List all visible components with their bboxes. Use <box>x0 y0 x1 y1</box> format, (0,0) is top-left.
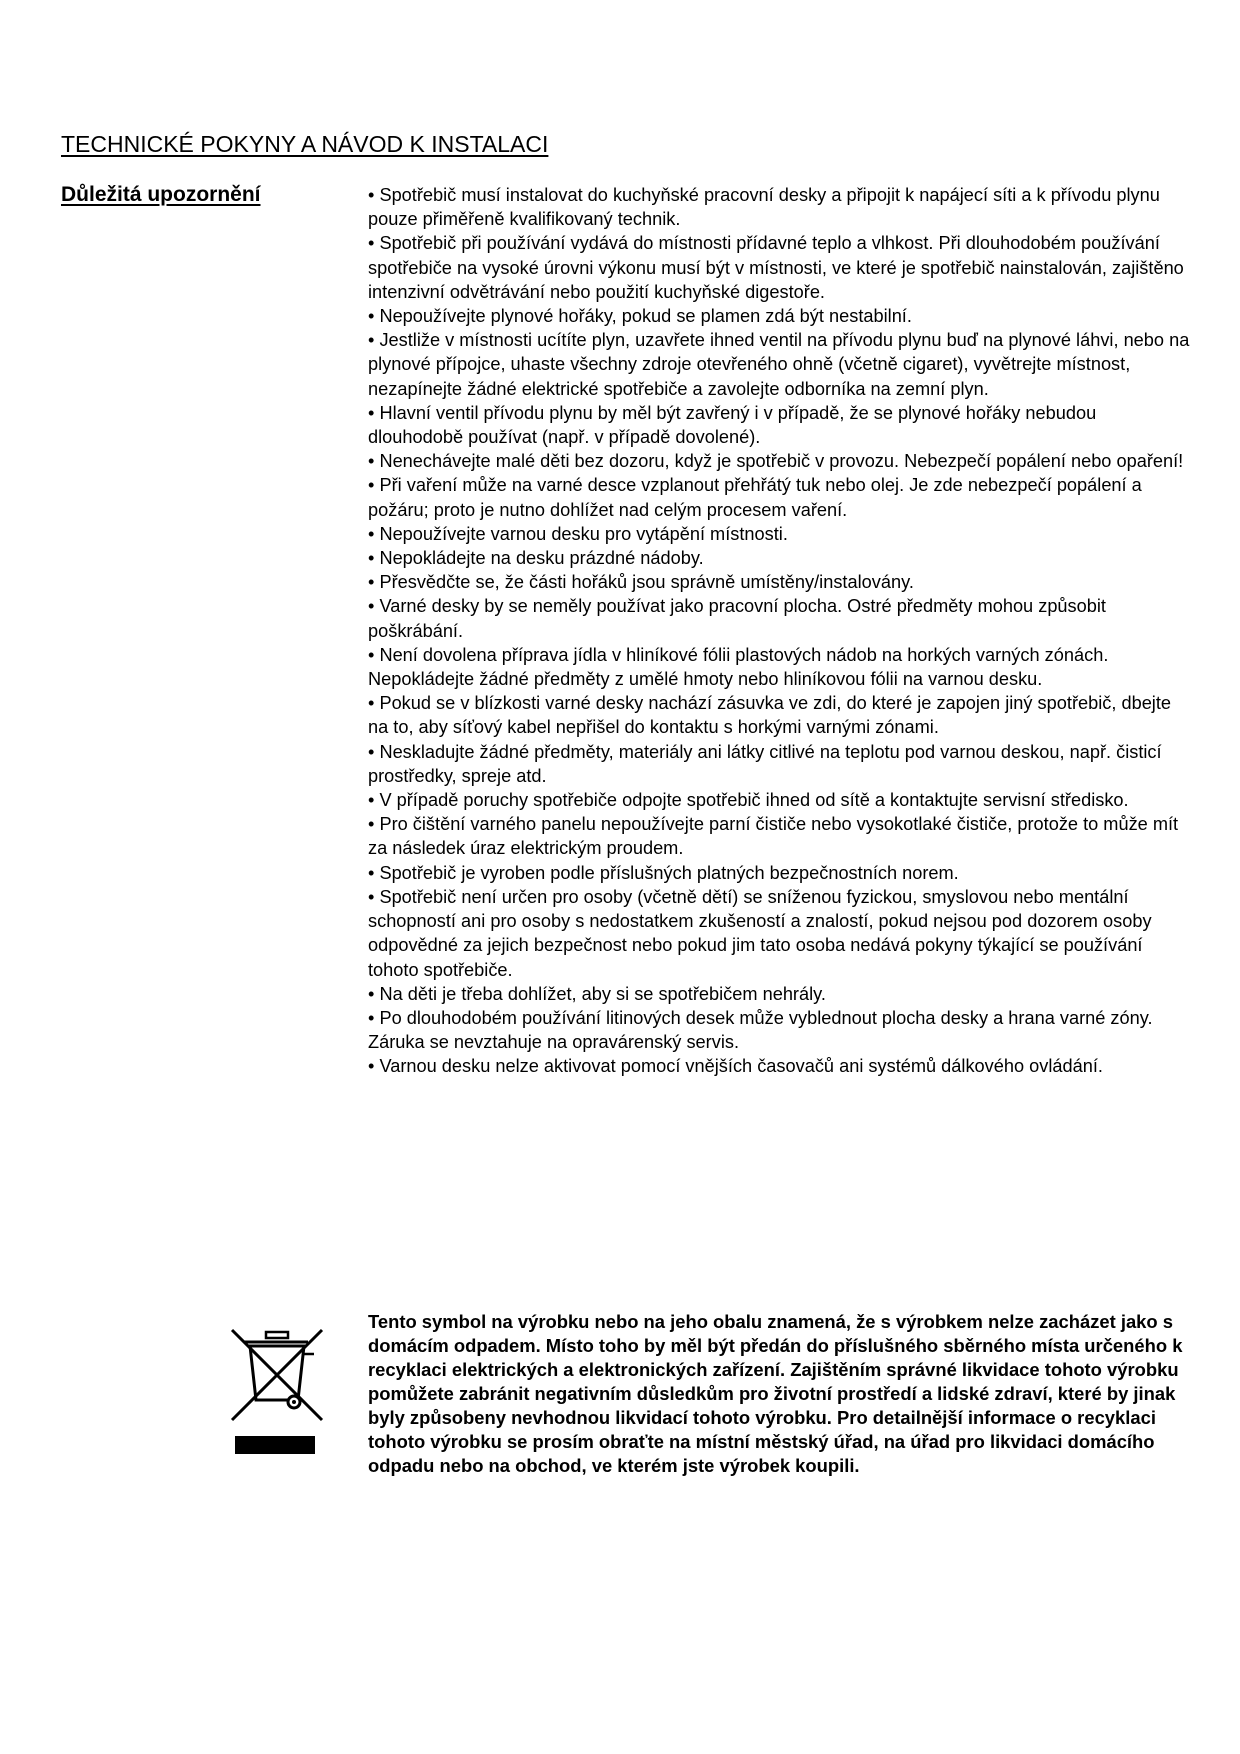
warning-text: Nepokládejte na desku prázdné nádoby. <box>379 548 704 569</box>
warning-item <box>368 183 1194 231</box>
warning-item <box>368 594 1194 642</box>
page-title: TECHNICKÉ POKYNY A NÁVOD K INSTALACI <box>61 131 549 157</box>
bullet-icon: • <box>368 330 375 351</box>
bullet-icon: • <box>368 741 375 762</box>
warning-text: Varné desky by se neměly používat jako pracovní plocha. Ostré předměty mohou způsobit poškrábání. <box>368 596 1106 641</box>
warning-text: Spotřebič musí instalovat do kuchyňské pracovní desky a připojit k napájecí síti a k přívodu plynu pouze přiměřeně kvalifikovaný technik. <box>368 185 1160 230</box>
bullet-icon: • <box>368 886 375 907</box>
bullet-icon: • <box>368 790 375 811</box>
warning-text: Nenechávejte malé děti bez dozoru, když je spotřebič v provozu. Nebezpečí popálení nebo opaření! <box>379 451 1184 472</box>
warning-item <box>368 1054 1194 1078</box>
bullet-icon: • <box>368 306 375 327</box>
warning-item <box>368 401 1194 449</box>
bullet-icon: • <box>368 983 375 1004</box>
warnings-list <box>368 183 1194 1079</box>
bullet-icon: • <box>368 814 375 835</box>
warning-text: Při vaření může na varné desce vzplanout přehřátý tuk nebo olej. Je zde nebezpečí popálení a požáru; proto je nutno dohlížet nad celým procesem vaření. <box>368 475 1142 520</box>
warning-text: Jestliže v místnosti ucítíte plyn, uzavřete ihned ventil na přívodu plynu buď na plynové láhvi, nebo na plynové přípojce, uhaste všechny zdroje otevřeného ohně (včetně cigaret), vyvětrejte místnost, nezapínejte žádné elektrické spotřebiče a zavolejte odborníka na zemní plyn. <box>368 330 1190 399</box>
warning-item <box>368 449 1194 473</box>
warning-item <box>368 691 1194 739</box>
bullet-icon: • <box>368 523 375 544</box>
warning-text: Nepoužívejte varnou desku pro vytápění místnosti. <box>379 523 788 544</box>
warning-text: Varnou desku nelze aktivovat pomocí vnějších časovačů ani systémů dálkového ovládání. <box>379 1056 1103 1077</box>
bullet-icon: • <box>368 644 375 665</box>
warning-item <box>368 231 1194 304</box>
warning-item <box>368 788 1194 812</box>
bullet-icon: • <box>368 548 375 569</box>
weee-disposal-notice: Tento symbol na výrobku nebo na jeho obalu znamená, že s výrobkem nelze zacházet jako s domácím odpadem. Místo toho by měl být předán do příslušného sběrného místa určeného k recyklaci elektrických a elektronických zařízení. Zajištěním správné likvidace tohoto výrobku pomůžete zabránit negativním důsledkům pro životní prostředí a lidské zdraví, které by jinak byly způsobeny nevhodnou likvidací tohoto výrobku. Pro detailnější informace o recyklaci tohoto výrobku se prosím obraťte na místní městský úřad, na úřad pro likvidaci domácího odpadu nebo na obchod, ve kterém jste výrobek koupili. <box>368 1311 1183 1476</box>
bullet-icon: • <box>368 233 375 254</box>
bullet-icon: • <box>368 596 375 617</box>
warning-text: Pokud se v blízkosti varné desky nachází zásuvka ve zdi, do které je zapojen jiný spotřebič, dbejte na to, aby síťový kabel nepřišel do kontaktu s horkými varnými zónami. <box>368 693 1172 738</box>
warning-text: Spotřebič není určen pro osoby (včetně dětí) se sníženou fyzickou, smyslovou nebo mentální schopností ani pro osoby s nedostatkem zkušeností a znalostí, pokud nejsou pod dozorem osoby odpovědné za jejich bezpečnost nebo pokud jim tato osoba nedává pokyny týkající se používání tohoto spotřebiče. <box>368 886 1152 980</box>
bullet-icon: • <box>368 185 375 205</box>
warning-item <box>368 885 1194 982</box>
warning-text: V případě poruchy spotřebiče odpojte spotřebič ihned od sítě a kontaktujte servisní středisko. <box>379 790 1129 811</box>
warning-item <box>368 812 1194 860</box>
warning-text: Spotřebič při používání vydává do místnosti přídavné teplo a vlhkost. Při dlouhodobém používání spotřebiče na vysoké úrovni výkonu musí být v místnosti, ve které je spotřebič nainstalován, zajištěno intenzivní odvětrávání nebo použití kuchyňské digestoře. <box>368 233 1184 302</box>
warning-item <box>368 546 1194 570</box>
warning-text: Spotřebič je vyroben podle příslušných platných bezpečnostních norem. <box>379 862 959 883</box>
warning-item <box>368 861 1194 885</box>
bullet-icon: • <box>368 451 375 472</box>
section-label-important-warnings: Důležitá upozornění <box>61 183 261 206</box>
crossed-out-wheelie-bin-icon <box>230 1328 330 1458</box>
warning-item <box>368 570 1194 594</box>
warning-text: Na děti je třeba dohlížet, aby si se spotřebičem nehrály. <box>379 983 826 1004</box>
warning-item <box>368 473 1194 521</box>
warning-item <box>368 740 1194 788</box>
bullet-icon: • <box>368 1007 375 1028</box>
bullet-icon: • <box>368 402 375 423</box>
bullet-icon: • <box>368 475 375 496</box>
warning-text: Hlavní ventil přívodu plynu by měl být zavřený i v případě, že se plynové hořáky nebudou dlouhodobě používat (např. v případě dovolené). <box>368 402 1097 448</box>
bullet-icon: • <box>368 862 375 883</box>
warning-item <box>368 1006 1194 1054</box>
warning-text: Přesvědčte se, že části hořáků jsou správně umístěny/instalovány. <box>379 572 914 593</box>
warning-text: Po dlouhodobém používání litinových desek může vyblednout plocha desky a hrana varné zóny. Záruka se nevztahuje na opravárenský servis. <box>368 1007 1153 1053</box>
warning-item <box>368 328 1194 401</box>
warning-text: Pro čištění varného panelu nepoužívejte parní čističe nebo vysokotlaké čističe, protože to může mít za následek úraz elektrickým proudem. <box>368 814 1179 859</box>
warning-text: Neskladujte žádné předměty, materiály ani látky citlivé na teplotu pod varnou deskou, např. čisticí prostředky, spreje atd. <box>368 741 1162 786</box>
warning-text: Není dovolena příprava jídla v hliníkové fólii plastových nádob na horkých varných zónách. Nepokládejte žádné předměty z umělé hmoty nebo hliníkovou fólii na varnou desku. <box>368 644 1109 690</box>
warning-item <box>368 643 1194 691</box>
warning-item <box>368 982 1194 1006</box>
warning-text: Nepoužívejte plynové hořáky, pokud se plamen zdá být nestabilní. <box>379 306 912 327</box>
warning-item <box>368 304 1194 328</box>
bullet-icon: • <box>368 572 375 593</box>
bullet-icon: • <box>368 693 375 714</box>
bullet-icon: • <box>368 1056 375 1077</box>
warning-item <box>368 522 1194 546</box>
